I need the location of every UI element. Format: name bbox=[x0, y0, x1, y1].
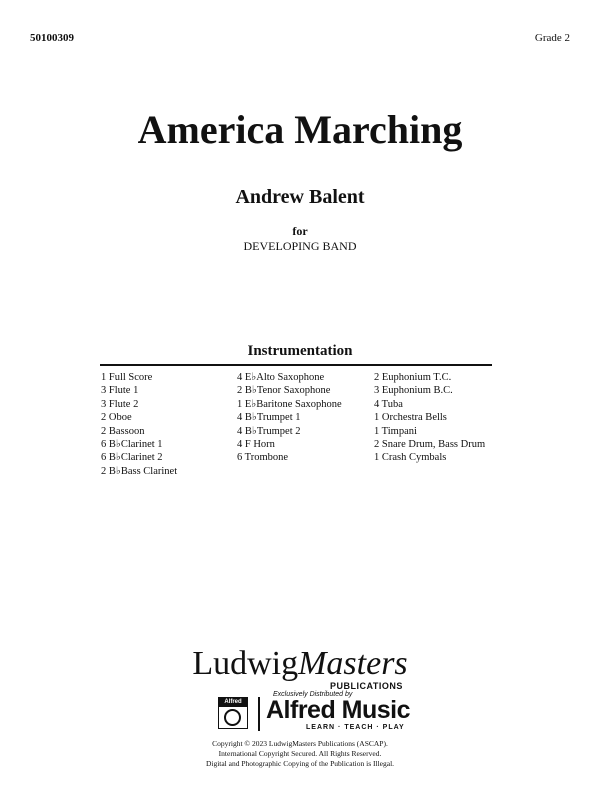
piece-title: America Marching bbox=[137, 107, 463, 152]
for-label: for bbox=[292, 224, 308, 238]
instrument-item: 1 Timpani bbox=[374, 425, 417, 437]
alfred-music-wordmark: Alfred Music bbox=[266, 696, 411, 724]
instrument-item: 3 Flute 1 bbox=[101, 385, 139, 397]
alfred-tagline: LEARN · TEACH · PLAY bbox=[306, 724, 405, 731]
instrument-item: 2 B♭Tenor Saxophone bbox=[237, 385, 331, 397]
copyright-notice bbox=[0, 739, 600, 769]
instrument-item: 6 B♭Clarinet 2 bbox=[101, 452, 163, 464]
copyright-line: Digital and Photographic Copying of the Publication is Illegal. bbox=[205, 759, 395, 768]
composer-name: Andrew Balent bbox=[235, 186, 365, 208]
instrument-item: 4 E♭Alto Saxophone bbox=[237, 372, 325, 383]
instrument-item: 2 B♭Bass Clarinet bbox=[101, 465, 178, 477]
distributed-by-label: Exclusively Distributed by bbox=[273, 691, 353, 698]
instrument-item: 1 Orchestra Bells bbox=[374, 412, 447, 424]
instrument-item: 6 Trombone bbox=[237, 452, 289, 464]
publications-label: PUBLICATIONS bbox=[330, 681, 403, 691]
copyright-line: International Copyright Secured. All Rights Reserved. bbox=[218, 749, 382, 758]
instrument-item: 2 Snare Drum, Bass Drum bbox=[374, 439, 486, 451]
instrument-item: 1 Full Score bbox=[101, 372, 153, 383]
ludwig-masters-logo bbox=[0, 645, 600, 683]
copyright-line: Copyright © 2023 LudwigMasters Publications (ASCAP). bbox=[212, 739, 388, 748]
instrument-item: 2 Euphonium T.C. bbox=[374, 372, 452, 383]
instrument-item: 2 Bassoon bbox=[101, 425, 145, 437]
instrument-item: 4 F Horn bbox=[237, 439, 275, 451]
instrument-item: 4 B♭Trumpet 1 bbox=[237, 412, 301, 424]
logo-masters-text: Masters bbox=[298, 645, 408, 682]
instrumentation-rule bbox=[100, 364, 492, 366]
instrument-item: 1 Crash Cymbals bbox=[374, 452, 447, 464]
logo-ludwig-text: Ludwig bbox=[192, 645, 299, 682]
alfred-logo-tag: Alfred bbox=[219, 698, 247, 707]
instrumentation-heading: Instrumentation bbox=[247, 343, 353, 359]
instrument-column-3 bbox=[374, 371, 485, 465]
logo-divider bbox=[258, 697, 260, 731]
alfred-logo-icon bbox=[218, 697, 248, 729]
instrument-item: 4 B♭Trumpet 2 bbox=[237, 425, 301, 437]
alfred-mark-icon bbox=[224, 709, 241, 726]
instrument-column-2 bbox=[237, 371, 342, 465]
catalog-number: 50100309 bbox=[30, 32, 74, 44]
instrument-item: 6 B♭Clarinet 1 bbox=[101, 439, 163, 451]
ensemble-label: DEVELOPING BAND bbox=[243, 239, 357, 253]
instrument-item: 4 Tuba bbox=[374, 398, 403, 410]
instrument-item: 1 E♭Baritone Saxophone bbox=[237, 398, 342, 410]
instrument-column-1 bbox=[101, 371, 177, 478]
instrument-item: 2 Oboe bbox=[101, 412, 132, 424]
instrument-item: 3 Flute 2 bbox=[101, 398, 139, 410]
instrument-item: 3 Euphonium B.C. bbox=[374, 385, 453, 397]
grade-level: Grade 2 bbox=[534, 32, 570, 44]
